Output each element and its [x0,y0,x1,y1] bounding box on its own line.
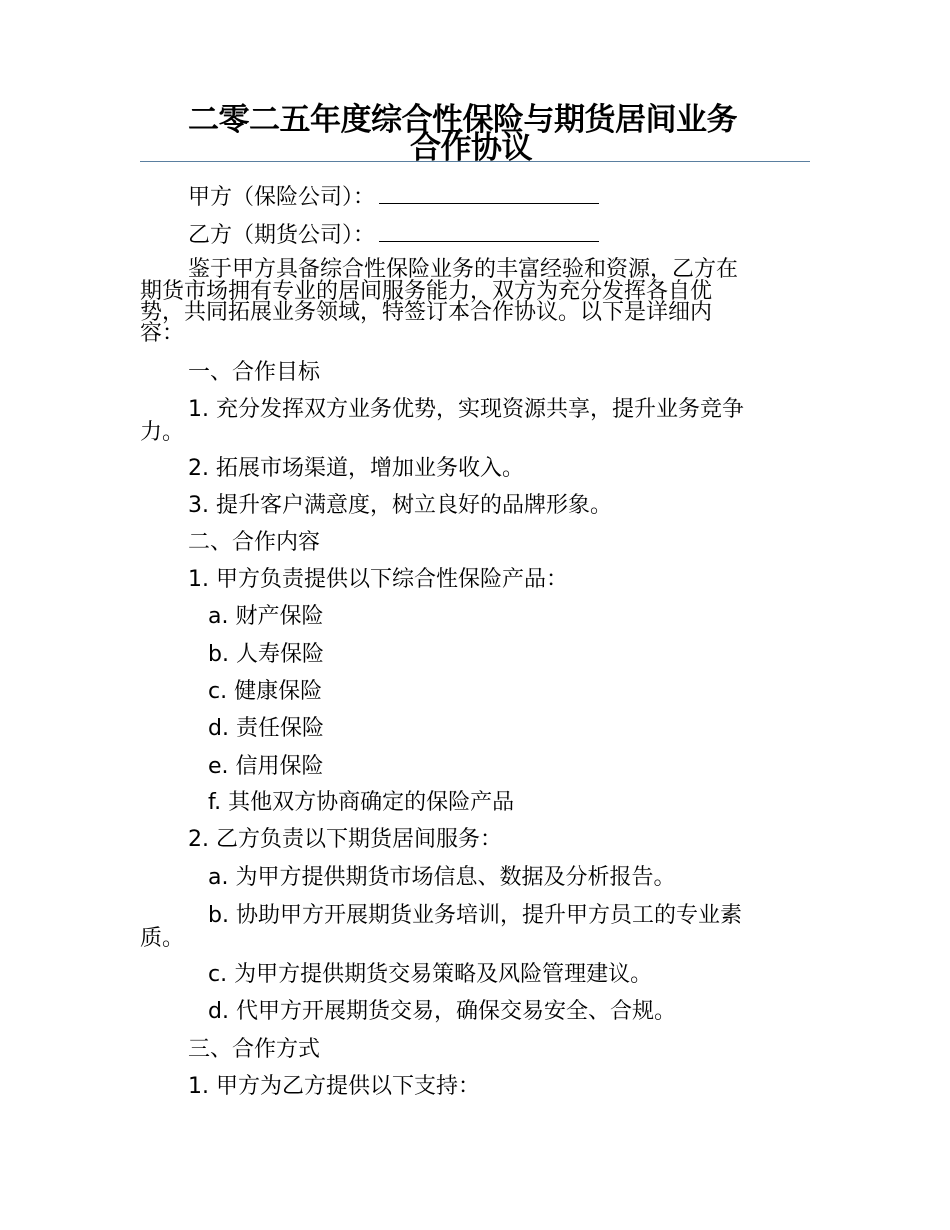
section-1-heading: 一、合作目标 [188,360,321,385]
s2-item-1-c: c. 健康保险 [208,679,323,704]
intro-line-4: 容： [140,321,185,346]
s2-item-2-c: c. 为甲方提供期货交易策略及风险管理建议。 [208,962,653,987]
s2-item-1: 1. 甲方负责提供以下综合性保险产品： [188,567,568,592]
s2-item-1-b: b. 人寿保险 [208,642,324,667]
s1-item-3: 3. 提升客户满意度，树立良好的品牌形象。 [188,493,612,518]
party-a-label: 甲方（保险公司）： [188,185,376,210]
s2-item-1-e: e. 信用保险 [208,754,324,779]
s2-item-2: 2. 乙方负责以下期货居间服务： [188,827,502,852]
intro-paragraph [140,258,810,346]
intro-line-2: 期货市场拥有专业的居间服务能力，双方为充分发挥各自优 [140,279,713,304]
party-b-line [188,221,599,248]
s2-item-1-d: d. 责任保险 [208,716,324,741]
section-3-heading: 三、合作方式 [188,1037,321,1062]
intro-line-3: 势，共同拓展业务领域，特签订本合作协议。以下是详细内 [140,300,713,325]
party-a-blank [379,183,599,204]
s2-item-2-d: d. 代甲方开展期货交易，确保交易安全、合规。 [208,999,676,1024]
s1-item-2: 2. 拓展市场渠道，增加业务收入。 [188,456,524,481]
s2-item-1-f: f. 其他双方协商确定的保险产品 [208,790,515,815]
s1-item-1-line-1: 1. 充分发挥双方业务优势，实现资源共享，提升业务竞争 [188,397,744,422]
s1-item-1-line-2: 力。 [140,420,185,445]
s3-item-1: 1. 甲方为乙方提供以下支持： [188,1074,480,1099]
title-line-2: 合作协议 [410,130,532,166]
s2-item-1-a: a. 财产保险 [208,604,324,629]
title-divider [140,161,810,162]
s2-item-2-b-line-1: b. 协助甲方开展期货业务培训，提升甲方员工的专业素 [208,903,742,928]
party-a-line [188,183,599,210]
s2-item-2-a: a. 为甲方提供期货市场信息、数据及分析报告。 [208,865,676,890]
document-title [188,102,818,166]
section-2-heading: 二、合作内容 [188,530,321,555]
s2-item-2-b-line-2: 质。 [140,926,185,951]
intro-line-1: 鉴于甲方具备综合性保险业务的丰富经验和资源，乙方在 [188,257,739,282]
title-line-1: 二零二五年度综合性保险与期货居间业务 [188,102,737,138]
party-b-blank [379,221,599,242]
party-b-label: 乙方（期货公司）： [188,223,376,248]
